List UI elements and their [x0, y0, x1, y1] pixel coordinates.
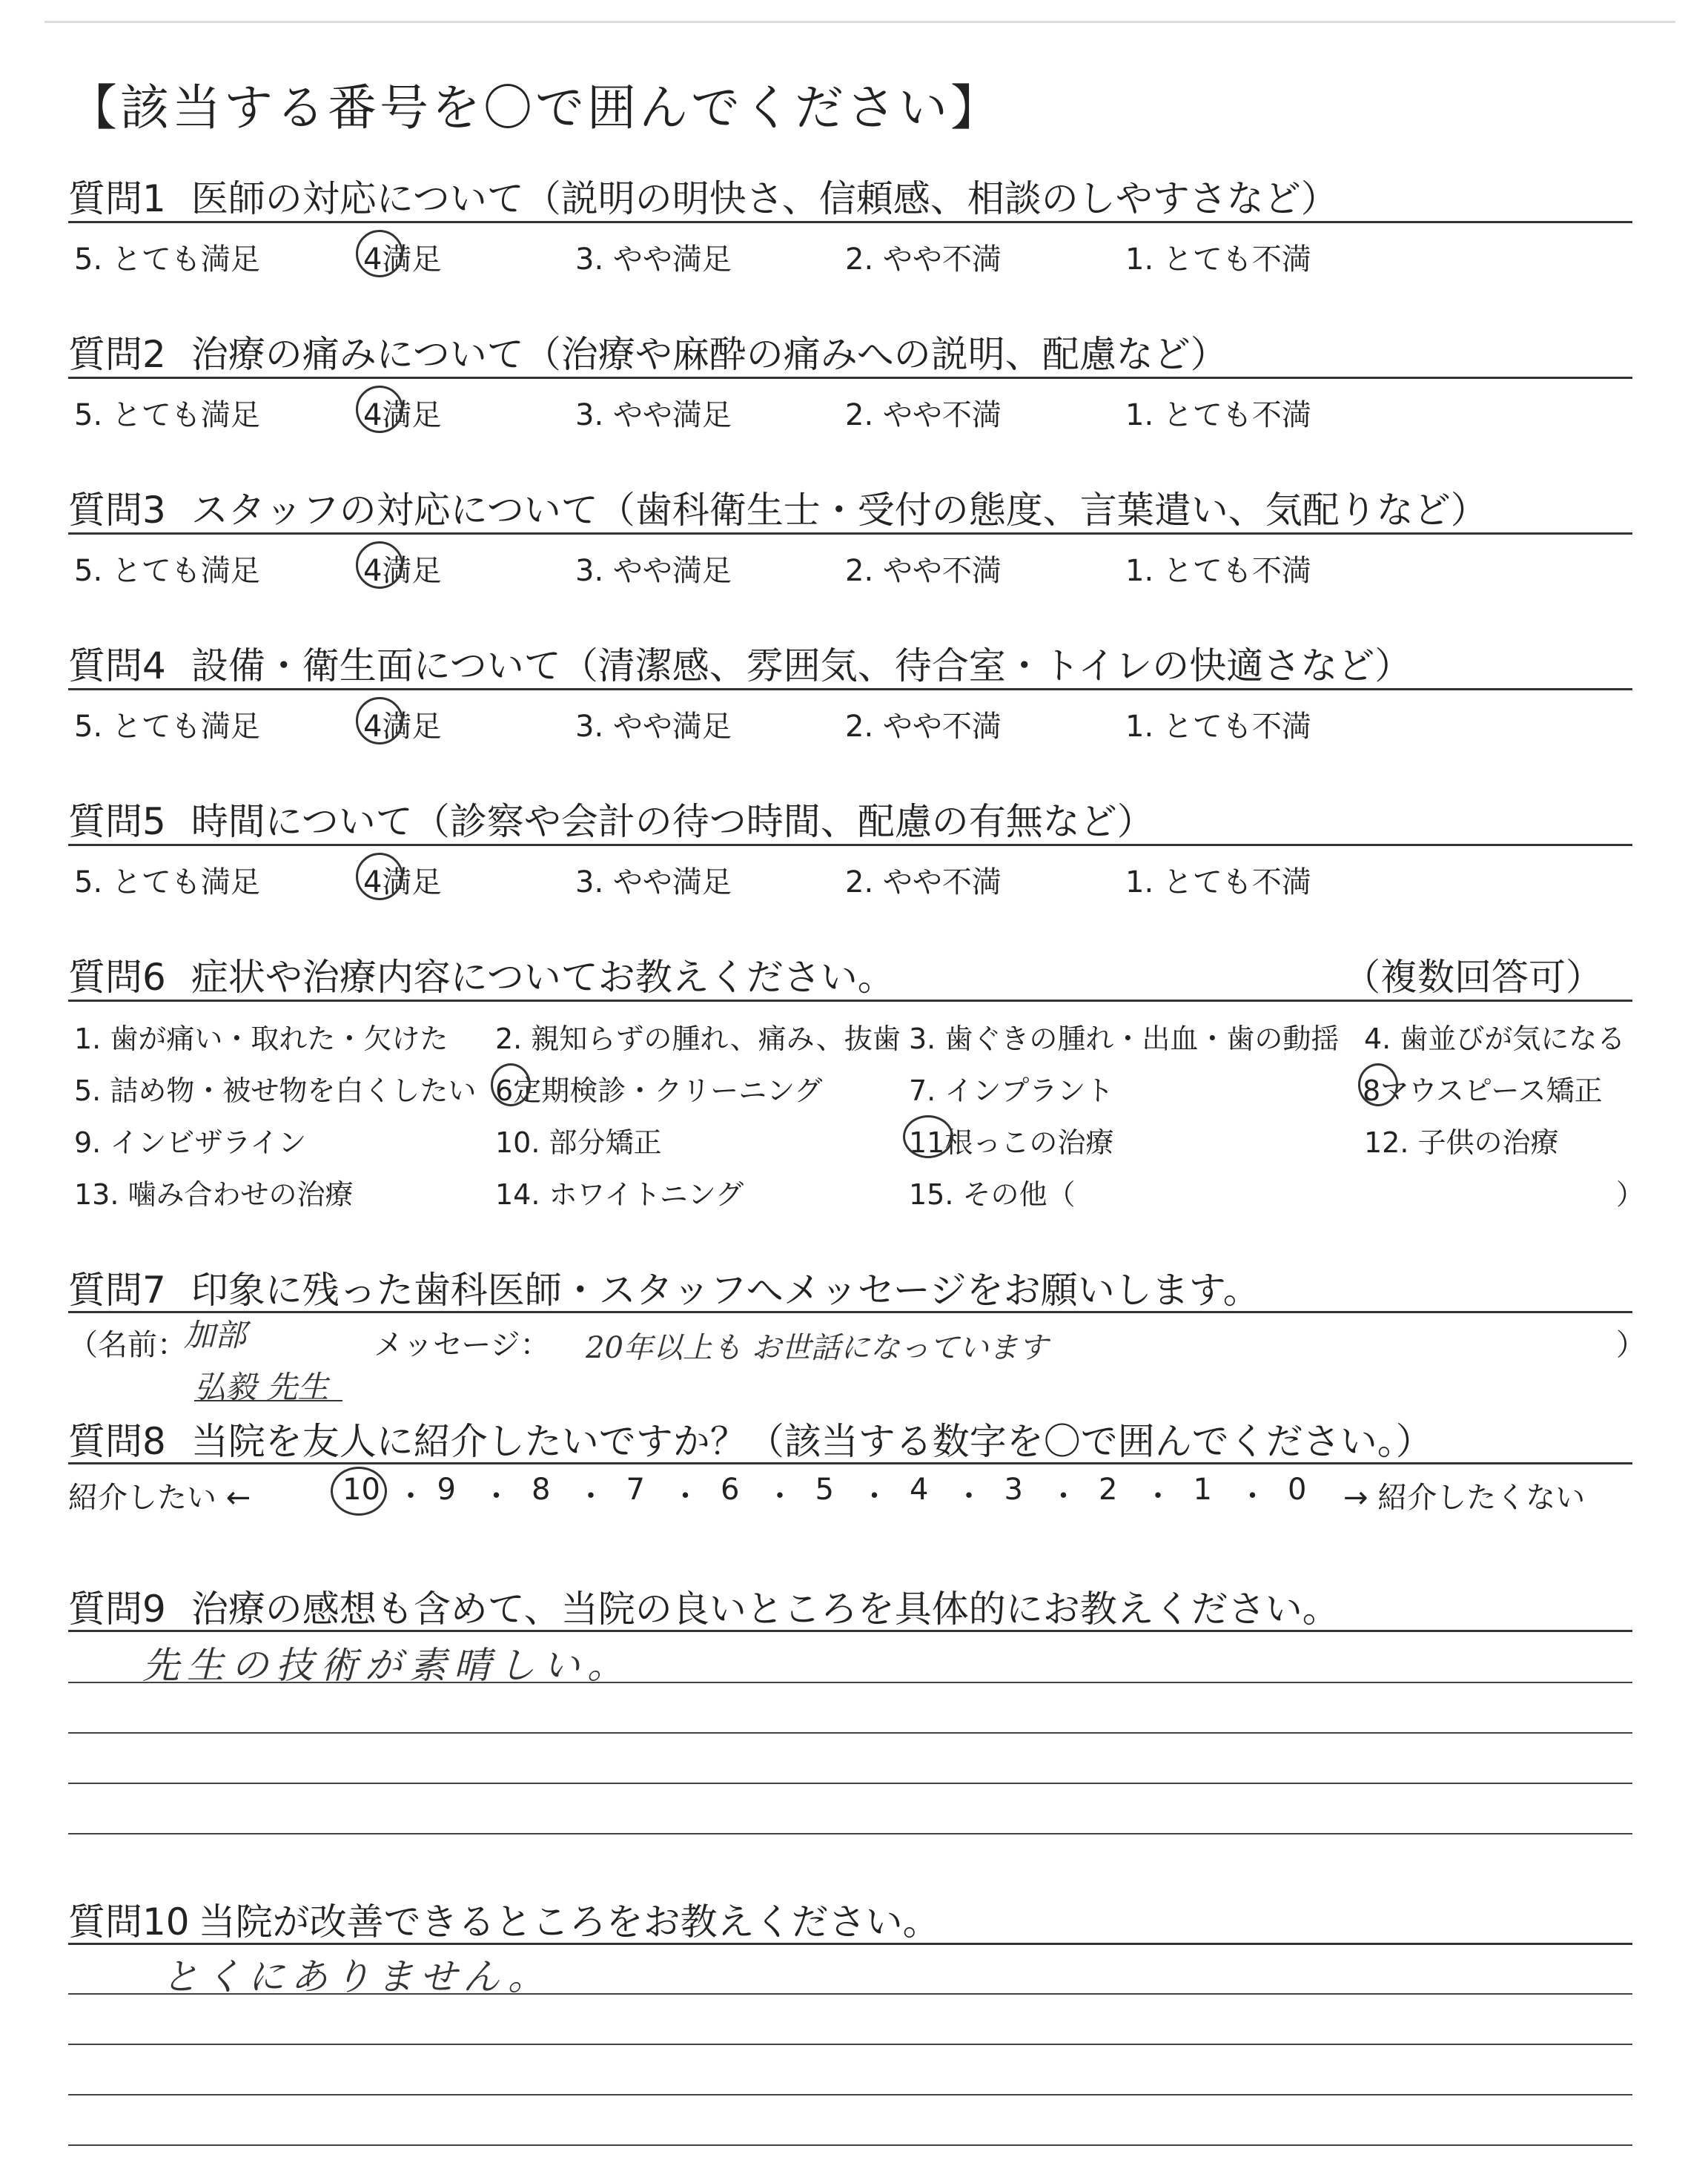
question-4-underline [68, 688, 1632, 690]
answer-line [68, 2144, 1632, 2146]
question-8-title [68, 1412, 1632, 1465]
symptom-option-11[interactable] [909, 1120, 1113, 1160]
message-label: メッセージ： [374, 1328, 550, 1362]
selection-circle [356, 541, 403, 589]
question-8-text: 当院を友人に紹介したいですか？（該当する数字を〇で囲んでください。） [191, 1420, 1433, 1463]
question-3-title [68, 480, 1632, 534]
option-4-label: 満足 [382, 398, 442, 432]
question-10 [68, 1892, 1632, 1946]
question-9-number: 質問9 [68, 1588, 166, 1631]
question-4-title [68, 636, 1632, 690]
question-3 [68, 480, 1632, 534]
option-1[interactable]: 1. とても不満 [1125, 865, 1311, 899]
question-5-title [68, 792, 1632, 845]
page-top-edge [44, 21, 1675, 23]
question-7 [68, 1261, 1632, 1314]
symptom-option-6-label: 定期検診・クリーニング [513, 1074, 823, 1107]
symptom-option-5[interactable]: 5. 詰め物・被せ物を白くしたい [74, 1074, 477, 1107]
selection-circle [491, 1063, 531, 1106]
option-4-label: 満足 [382, 710, 442, 744]
scale-separator: ・ [1143, 1479, 1173, 1513]
question-5-underline [68, 844, 1632, 846]
question-6-note: （複数回答可） [1343, 956, 1603, 999]
question-1-number: 質問1 [68, 177, 166, 220]
answer-line [68, 1732, 1632, 1734]
recommend-score-1[interactable]: 1 [1193, 1473, 1212, 1507]
q10-answer-handwriting: とくにありません。 [162, 1955, 551, 1998]
question-5-number: 質問5 [68, 800, 166, 843]
recommend-score-10[interactable]: 10 [342, 1473, 380, 1507]
selection-circle [331, 1467, 387, 1516]
question-5-text: 時間について（診察や会計の待つ時間、配慮の有無など） [191, 800, 1154, 843]
scale-separator: ・ [1048, 1479, 1079, 1513]
question-1-text: 医師の対応について（説明の明快さ、信頼感、相談のしやすさなど） [191, 177, 1338, 220]
option-4-label: 満足 [382, 865, 442, 899]
recommend-score-2[interactable]: 2 [1099, 1473, 1118, 1507]
symptom-option-8-number: 8 [1363, 1074, 1381, 1107]
option-4[interactable] [363, 236, 441, 278]
question-2-title [68, 325, 1632, 378]
symptom-option-1[interactable]: 1. 歯が痛い・取れた・欠けた [74, 1023, 448, 1055]
recommend-score-0[interactable]: 0 [1288, 1473, 1307, 1507]
answer-line [68, 1833, 1632, 1834]
question-4-text: 設備・衛生面について（清潔感、雰囲気、待合室・トイレの快適さなど） [191, 644, 1412, 687]
question-10-text: 当院が改善できるところをお教えください。 [198, 1900, 940, 1943]
option-1[interactable]: 1. とても不満 [1125, 242, 1311, 277]
option-2[interactable]: 2. やや不満 [845, 398, 1002, 432]
answer-line [68, 1682, 1632, 1683]
selection-circle [356, 386, 403, 433]
recommend-score-3[interactable]: 3 [1004, 1473, 1023, 1507]
option-1[interactable]: 1. とても不満 [1125, 710, 1311, 744]
recommend-score-4[interactable]: 4 [910, 1473, 929, 1507]
answer-line [68, 2094, 1632, 2095]
selection-circle [356, 853, 403, 900]
question-5 [68, 792, 1632, 845]
question-9-title [68, 1579, 1632, 1633]
symptom-option-6[interactable] [495, 1068, 822, 1109]
question-3-number: 質問3 [68, 489, 166, 532]
answer-line [68, 1783, 1632, 1784]
option-4[interactable] [363, 547, 441, 589]
question-7-underline [68, 1311, 1632, 1313]
question-8-number: 質問8 [68, 1420, 166, 1463]
symptom-option-9[interactable]: 9. インビザライン [74, 1126, 307, 1159]
q9-answer-handwriting: 先生の技術が素晴しい。 [142, 1644, 632, 1687]
message-handwriting: 20年以上も お世話になっています [586, 1331, 1048, 1365]
name-handwriting-line-1: 加部 [184, 1317, 247, 1353]
option-5[interactable]: 5. とても満足 [74, 710, 260, 744]
recommend-left-label: 紹介したい ← [68, 1481, 251, 1515]
symptom-option-8-label: マウスピース矯正 [1380, 1074, 1603, 1107]
question-2 [68, 325, 1632, 378]
question-7-title [68, 1261, 1632, 1314]
selection-circle [903, 1115, 953, 1158]
option-3[interactable]: 3. やや満足 [575, 242, 732, 277]
symptom-option-15[interactable]: 15. その他（ [909, 1178, 1076, 1211]
question-10-underline [68, 1943, 1632, 1945]
question-6-number: 質問6 [68, 956, 166, 999]
symptom-option-12[interactable]: 12. 子供の治療 [1364, 1126, 1559, 1159]
option-1[interactable]: 1. とても不満 [1125, 554, 1311, 588]
option-2[interactable]: 2. やや不満 [845, 865, 1002, 899]
option-4[interactable] [363, 392, 441, 434]
recommend-score-5[interactable]: 5 [815, 1473, 834, 1507]
option-3[interactable]: 3. やや満足 [575, 554, 732, 588]
option-5[interactable]: 5. とても満足 [74, 865, 260, 899]
symptom-option-8[interactable] [1363, 1068, 1603, 1109]
question-1-underline [68, 221, 1632, 223]
question-8-underline [68, 1462, 1632, 1464]
question-2-number: 質問2 [68, 333, 166, 376]
scale-separator: ・ [670, 1479, 701, 1513]
name-handwriting-underline [194, 1400, 342, 1401]
symptom-option-6-number: 6 [495, 1074, 514, 1107]
question-7-text: 印象に残った歯科医師・スタッフへメッセージをお願いします。 [191, 1269, 1260, 1312]
option-4[interactable] [363, 703, 441, 745]
recommend-score-9[interactable]: 9 [437, 1473, 456, 1507]
recommend-score-7[interactable]: 7 [626, 1473, 645, 1507]
message-close-paren: ） [1616, 1328, 1646, 1362]
question-1-title [68, 169, 1632, 222]
option-1[interactable]: 1. とても不満 [1125, 398, 1311, 432]
option-4-number: 4 [363, 865, 383, 899]
recommend-score-6[interactable]: 6 [721, 1473, 740, 1507]
option-2[interactable]: 2. やや不満 [845, 554, 1002, 588]
symptom-option-2[interactable]: 2. 親知らずの腫れ、痛み、抜歯 [495, 1023, 901, 1055]
option-3[interactable]: 3. やや満足 [575, 398, 732, 432]
option-2[interactable]: 2. やや不満 [845, 710, 1002, 744]
option-5[interactable]: 5. とても満足 [74, 554, 260, 588]
symptom-option-11-number: 11 [909, 1126, 945, 1159]
name-label: （名前： [68, 1328, 187, 1362]
form-title: 【該当する番号を〇で囲んでください】 [68, 79, 1002, 136]
option-4[interactable] [363, 859, 441, 901]
question-2-underline [68, 377, 1632, 379]
question-6-underline [68, 1000, 1632, 1002]
question-4-number: 質問4 [68, 644, 166, 687]
scale-separator: ・ [481, 1479, 512, 1513]
scale-separator: ・ [859, 1479, 890, 1513]
question-1 [68, 169, 1632, 222]
option-3[interactable]: 3. やや満足 [575, 865, 732, 899]
symptom-option-11-label: 根っこの治療 [944, 1126, 1114, 1159]
scale-separator: ・ [1237, 1479, 1268, 1513]
symptom-option-4[interactable]: 4. 歯並びが気になる [1364, 1023, 1626, 1055]
option-3[interactable]: 3. やや満足 [575, 710, 732, 744]
selection-circle [1358, 1063, 1398, 1106]
symptom-option-7[interactable]: 7. インプラント [909, 1074, 1114, 1107]
question-3-text: スタッフの対応について（歯科衛生士・受付の態度、言葉遣い、気配りなど） [191, 489, 1488, 532]
symptom-option-14[interactable]: 14. ホワイトニング [495, 1178, 744, 1211]
question-10-number: 質問10 [68, 1900, 190, 1943]
question-8 [68, 1412, 1632, 1465]
option-5[interactable]: 5. とても満足 [74, 242, 260, 277]
option-4-number: 4 [363, 554, 383, 588]
question-4 [68, 636, 1632, 690]
symptom-option-3[interactable]: 3. 歯ぐきの腫れ・出血・歯の動揺 [909, 1023, 1340, 1055]
option-4-label: 満足 [382, 242, 442, 277]
name-handwriting-line-2: 弘毅 先生 [194, 1369, 329, 1405]
answer-line [68, 2044, 1632, 2045]
scale-separator: ・ [765, 1479, 795, 1513]
symptom-option-10[interactable]: 10. 部分矯正 [495, 1126, 662, 1159]
option-4-number: 4 [363, 242, 383, 277]
question-6-text: 症状や治療内容についてお教えください。 [191, 956, 895, 999]
question-9-underline [68, 1630, 1632, 1632]
question-7-number: 質問7 [68, 1269, 166, 1312]
question-9-text: 治療の感想も含めて、当院の良いところを具体的にお教えください。 [191, 1588, 1340, 1631]
recommend-right-label: → 紹介したくない [1343, 1481, 1586, 1515]
scale-separator: ・ [954, 1479, 984, 1513]
question-3-underline [68, 532, 1632, 535]
option-4-label: 満足 [382, 554, 442, 588]
option-4-number: 4 [363, 398, 383, 432]
option-2[interactable]: 2. やや不満 [845, 242, 1002, 277]
option-4-number: 4 [363, 710, 383, 744]
scale-separator: ・ [396, 1479, 426, 1513]
question-6 [68, 948, 1632, 1001]
answer-line [68, 1993, 1632, 1995]
selection-circle [356, 697, 403, 744]
option-5[interactable]: 5. とても満足 [74, 398, 260, 432]
selection-circle [356, 230, 403, 277]
scale-separator: ・ [576, 1479, 606, 1513]
question-9 [68, 1579, 1632, 1633]
recommend-score-8[interactable]: 8 [532, 1473, 551, 1507]
question-2-text: 治療の痛みについて（治療や麻酔の痛みへの説明、配慮など） [191, 333, 1228, 376]
question-10-title [68, 1892, 1632, 1946]
symptom-option-13[interactable]: 13. 噛み合わせの治療 [74, 1178, 354, 1211]
symptom-option-15-close: ） [1616, 1178, 1645, 1211]
